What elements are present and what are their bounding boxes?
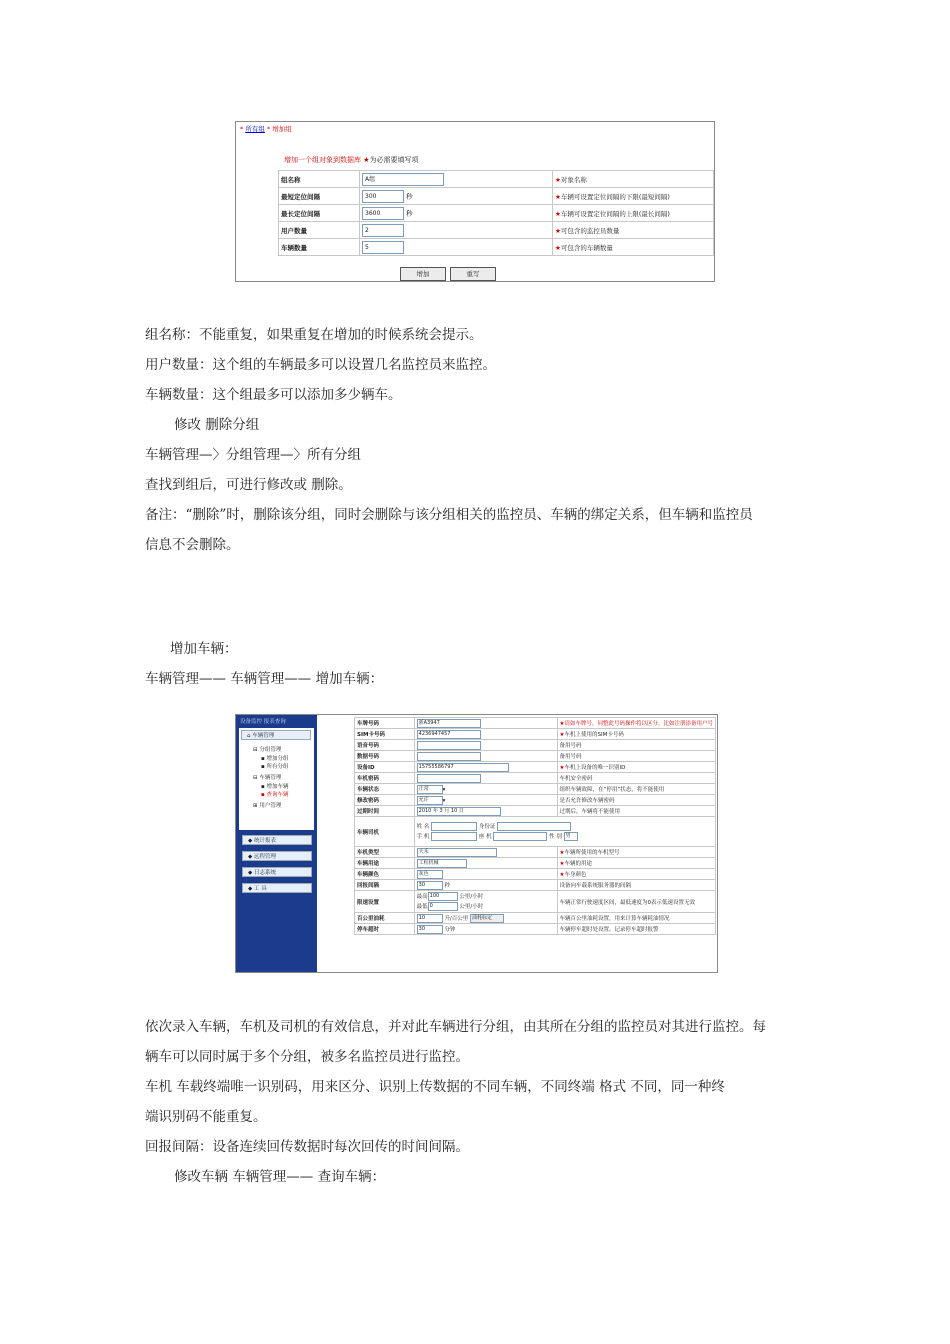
tree-item-add-group[interactable] [261, 754, 289, 762]
group-form-table [278, 170, 714, 256]
paragraph: 车辆管理—— 车辆管理—— 增加车辆： [145, 671, 384, 687]
paragraph: 查找到组后，可进行修改或 删除。 [145, 477, 352, 493]
sidebar-button-log[interactable] [242, 867, 312, 877]
vehicle-form-table [354, 717, 716, 935]
tree-item-vehicle-mgmt[interactable] [253, 773, 281, 781]
paragraph: 组名称：不能重复，如果重复在增加的时候系统会提示。 [145, 327, 483, 343]
table-row [279, 171, 714, 188]
section-heading: 修改 删除分组 [174, 417, 260, 433]
field-note: 车辆可设置定位间隔的下限(最短间隔) [560, 192, 670, 201]
tree-item-add-vehicle[interactable] [261, 782, 289, 790]
table-row [355, 751, 716, 762]
required-star-icon: ★ [555, 209, 561, 218]
park-timeout-input[interactable]: 30 [417, 925, 443, 934]
tree-label: 分组管理 [259, 747, 282, 753]
table-row [279, 239, 714, 256]
required-star-icon: ★ [559, 721, 565, 727]
tree-item-group-mgmt[interactable] [253, 745, 281, 753]
chevron-down-icon: ▾ [442, 797, 446, 804]
field-label: 设备ID [355, 762, 415, 773]
add-button[interactable]: 增加 [400, 267, 446, 281]
field-label: 限速设置 [355, 891, 415, 913]
paragraph: 用户数量：这个组的车辆最多可以设置几名监控员来监控。 [145, 357, 496, 373]
paragraph: 依次录入车辆，车机及司机的有效信息，并对此车辆进行分组，由其所在分组的监控员对其进行监控。每 [145, 1019, 766, 1035]
sidebar-button-remote[interactable] [242, 851, 312, 861]
paragraph: 端识别码不能重复。 [145, 1109, 267, 1125]
hint-text: 增加一个组对象到数据库 [284, 156, 361, 164]
field-note: 设备向车载系统服务器的间隔 [557, 880, 715, 891]
field-label: 最长定位间隔 [279, 205, 360, 222]
field-label: 组名称 [279, 171, 360, 188]
field-label: 车机密码 [355, 773, 415, 784]
tree-label: 增加分组 [266, 756, 289, 762]
file-icon: ▪ [261, 756, 265, 762]
breadcrumb-all-groups-link[interactable]: 所有组 [245, 125, 265, 133]
paragraph: 辆车可以同时属于多个分组，被多名监控员进行监控。 [145, 1049, 469, 1065]
car-icon: ⌂ [247, 733, 251, 739]
speed-min-input[interactable]: 0 [428, 902, 458, 911]
tree-item-user-mgmt[interactable] [253, 801, 281, 809]
table-row [279, 188, 714, 205]
vehicle-color-select[interactable]: 灰色 [417, 870, 443, 879]
table-row [355, 784, 716, 795]
user-count-input[interactable]: 2 [362, 224, 404, 237]
field-note: 组织车辆故障，在“停用”状态，将不能使用 [557, 784, 715, 795]
driver-phone-label: 手 机 [416, 833, 430, 840]
table-row [355, 762, 716, 773]
driver-id-input[interactable] [497, 822, 571, 831]
device-type-select[interactable]: 天禾 [417, 848, 497, 857]
field-note: 车机上使用的SIM卡号码 [564, 732, 624, 738]
field-label: 最短定位间隔 [279, 188, 360, 205]
status-select[interactable]: 正常 [417, 785, 443, 794]
unit-label: 秒 [406, 209, 413, 217]
tree-label: 车辆管理 [259, 775, 282, 781]
sidebar-button-label: 远程管理 [253, 854, 276, 860]
folder-icon: ⊟ [253, 747, 258, 753]
required-star-icon: ★ [555, 192, 561, 201]
tree-item-all-groups[interactable] [261, 762, 289, 770]
field-label: 修改密码 [355, 795, 415, 806]
field-label: 百公里油耗 [355, 913, 415, 924]
field-note: 请如车牌号，同整此号码操作将以区分，比如注册添备用户号 [564, 721, 713, 727]
field-label: 数据号码 [355, 751, 415, 762]
table-row [279, 205, 714, 222]
tree-item-query-vehicle[interactable] [261, 790, 289, 798]
table-row [355, 718, 716, 729]
tree-label: 增加车辆 [266, 784, 289, 790]
unit-label: 分钟 [444, 926, 456, 933]
field-note: 过期后，车辆将不能使用 [557, 806, 715, 817]
required-star-icon: ★ [555, 226, 561, 235]
sim-input[interactable]: 4236947457 [417, 730, 481, 739]
folder-icon: ⊞ [253, 803, 258, 809]
field-label: 车辆用途 [355, 858, 415, 869]
table-row [355, 858, 716, 869]
field-label: 车辆司机 [355, 817, 415, 847]
form-buttons [400, 267, 500, 281]
field-label: 车辆颜色 [355, 869, 415, 880]
breadcrumb-current: 增加组 [272, 125, 292, 133]
driver-phone-input[interactable] [431, 832, 477, 841]
expiry-date-select[interactable]: 2010 年 3 月 10 日 [417, 807, 501, 816]
field-note: 可包含的车辆数量 [560, 243, 613, 252]
driver-mobile-input[interactable] [493, 832, 547, 841]
driver-id-label: 身份证 [478, 823, 496, 830]
remote-icon: ◆ [248, 854, 253, 860]
field-label: 回报间隔 [355, 880, 415, 891]
unit-label: 秒 [406, 192, 413, 200]
table-row [355, 729, 716, 740]
driver-name-label: 姓 名 [416, 823, 430, 830]
field-note: 车机上设备的唯一识别ID [564, 765, 626, 771]
vehicle-tree [239, 728, 314, 830]
fuel-input[interactable]: 10 [417, 914, 443, 923]
field-note: 是否允许修改车辆密码 [557, 795, 715, 806]
required-star-icon: ★ [559, 765, 565, 771]
voice-number-input[interactable] [417, 741, 481, 750]
paragraph: 信息不会删除。 [145, 537, 240, 553]
field-label: 车机类型 [355, 847, 415, 858]
sidebar [236, 715, 317, 973]
unit-label: 秒 [444, 882, 450, 889]
field-label: 停车超时 [355, 924, 415, 935]
sidebar-button-label: 日志系统 [253, 870, 276, 876]
field-note: 车身颜色 [564, 872, 587, 878]
table-row [279, 222, 714, 239]
sidebar-button-label: 工 具 [253, 886, 267, 892]
required-star-icon: ★ [559, 861, 565, 867]
field-label: 车牌号码 [355, 718, 415, 729]
tree-label: 查询车辆 [266, 792, 289, 798]
folder-icon: ⊟ [253, 775, 258, 781]
device-id-input[interactable]: 15755586797 [417, 763, 509, 772]
unit-label: 公里/小时 [459, 893, 484, 900]
required-star-icon: ★ [555, 243, 561, 252]
paragraph: 车机 车载终端唯一识别码，用来区分、识别上传数据的不同车辆，不同终端 格式 不同，同一种终 [145, 1079, 725, 1095]
required-star-icon: ★ [559, 850, 565, 856]
password-modify-select[interactable]: 允许 [417, 796, 443, 805]
paragraph: 备注：“删除”时，删除该分组，同时会删除与该分组相关的监控员、车辆的绑定关系，但车辆和监控员 [145, 507, 753, 523]
unit-label: 升/百公里 [444, 915, 469, 922]
table-row [355, 913, 716, 924]
table-row [355, 869, 716, 880]
field-label: 用户数量 [279, 222, 360, 239]
table-row [355, 891, 716, 913]
add-group-screenshot [235, 121, 715, 282]
file-icon: ▪ [261, 764, 265, 770]
table-row [355, 773, 716, 784]
sidebar-top-tabs[interactable]: 设备监控 报表查询 [240, 719, 286, 725]
required-star-icon: ★ [559, 732, 565, 738]
table-row [355, 924, 716, 935]
field-label: 车辆数量 [279, 239, 360, 256]
file-icon: ▪ [261, 784, 265, 790]
reset-button[interactable]: 重写 [450, 267, 496, 281]
field-note: 车辆可设置定位间隔的上限(最长间隔) [560, 209, 670, 218]
sidebar-button-tools[interactable] [242, 883, 312, 893]
plate-input[interactable]: 浙A3947 [417, 719, 481, 728]
field-note: 车机安全密码 [557, 773, 715, 784]
table-row [355, 880, 716, 891]
chevron-down-icon: ▾ [442, 786, 446, 793]
field-label: 过期时间 [355, 806, 415, 817]
field-note: 车辆百公里油耗设置，用来计算车辆耗油情况 [557, 913, 715, 924]
tree-root[interactable] [241, 730, 311, 740]
tree-label: 用户管理 [259, 803, 282, 809]
data-number-input[interactable] [417, 752, 481, 761]
vehicle-form-panel [317, 715, 717, 973]
group-name-input[interactable]: A组 [362, 173, 444, 186]
vehicle-use-select[interactable]: 工程机械 [417, 859, 467, 868]
calibrate-fuel-button[interactable]: 油耗标定 [470, 914, 504, 923]
log-icon: ◆ [248, 870, 253, 876]
unit-label: 公里/小时 [459, 903, 484, 910]
field-note: 对象名称 [560, 175, 587, 184]
table-row [355, 817, 716, 847]
tree-root-label: 车辆管理 [252, 733, 275, 739]
form-hint [284, 155, 419, 165]
paragraph: 车辆数量：这个组最多可以添加多少辆车。 [145, 387, 402, 403]
sidebar-button-stats[interactable] [242, 835, 312, 845]
field-note: 车辆正常行驶速度区间，最低速度为0表示低速设置无效 [557, 891, 715, 913]
add-vehicle-screenshot [235, 714, 718, 973]
driver-gender-label: 性 别 [549, 833, 562, 840]
table-row [355, 795, 716, 806]
driver-name-input[interactable] [431, 822, 477, 831]
field-note: 车辆停车超时处设置，记录停车超时报警 [557, 924, 715, 935]
field-label: SIM卡号码 [355, 729, 415, 740]
field-label: 车辆状态 [355, 784, 415, 795]
field-note: 备用号码 [557, 751, 715, 762]
sidebar-button-label: 统计报表 [253, 838, 276, 844]
driver-fields [414, 817, 715, 847]
paragraph: 车辆管理—〉分组管理—〉所有分组 [145, 447, 361, 463]
table-row [355, 740, 716, 751]
required-star-icon: ★ [555, 175, 561, 184]
section-heading: 修改车辆 车辆管理—— 查询车辆： [174, 1169, 386, 1185]
table-row [355, 806, 716, 817]
speed-max-input[interactable]: 100 [428, 892, 458, 901]
tree-label: 所有分组 [266, 764, 289, 770]
min-interval-input[interactable]: 300 [362, 190, 404, 203]
field-note: 可包含的监控员数量 [560, 226, 620, 235]
required-star-icon: ★ [559, 872, 565, 878]
driver-gender-select[interactable]: 男 [564, 832, 578, 841]
field-note: 车辆的用途 [564, 861, 592, 867]
vehicle-count-input[interactable]: 5 [362, 241, 404, 254]
table-row [355, 847, 716, 858]
field-label: 语音号码 [355, 740, 415, 751]
driver-mobile-label: 座 机 [478, 833, 492, 840]
required-star-icon: ★ [363, 156, 370, 164]
paragraph: 回报间隔：设备连续回传数据时每次回传的时间间隔。 [145, 1139, 469, 1155]
speed-max-label: 最高 [416, 893, 428, 900]
chart-icon: ◆ [248, 838, 253, 844]
tools-icon: ◆ [248, 886, 253, 892]
file-icon: ▪ [261, 792, 265, 798]
field-note: 备用号码 [557, 740, 715, 751]
section-heading: 增加车辆： [170, 641, 238, 657]
speed-min-label: 最低 [416, 903, 428, 910]
device-password-input[interactable] [417, 774, 481, 783]
breadcrumb: * 所有组 * 增加组 [240, 125, 292, 133]
hint-required-text: 为必需要填写项 [369, 156, 419, 164]
report-interval-input[interactable]: 30 [417, 881, 443, 890]
max-interval-input[interactable]: 3600 [362, 207, 404, 220]
field-note: 车辆所使用的车机型号 [564, 850, 620, 856]
